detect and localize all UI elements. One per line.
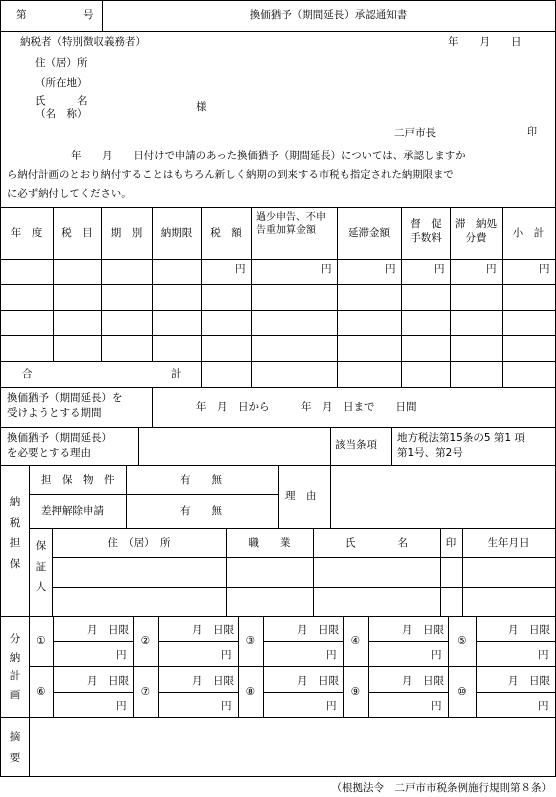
plan-number-1: ① — [36, 635, 46, 647]
plan-number-7: ⑦ — [140, 686, 151, 698]
plan-number-9: ⑨ — [350, 686, 361, 698]
location-label: （所在地） — [35, 77, 88, 89]
unit-delinquency: 円 — [385, 263, 396, 275]
plan-limit-8: 月 日限 — [297, 675, 339, 687]
honorific: 様 — [196, 101, 207, 113]
plan-side-label: 分 納 計 画 — [9, 633, 21, 701]
plan-limit-6: 月 日限 — [87, 675, 129, 687]
collateral-label: 担 保 物 件 — [41, 474, 115, 486]
total-label-right: 計 — [171, 368, 182, 380]
col-header-due-date: 納期限 — [160, 227, 193, 239]
body-text-line-1: 年 月 日付けで申請のあった換価猶予（期間延長）については、承認しますか — [71, 150, 466, 162]
col-header-delinquency: 延滞金額 — [348, 227, 390, 239]
plan-unit-2: 円 — [221, 649, 232, 661]
guarantor-side-label: 保 証 人 — [35, 540, 47, 593]
document-title: 換価猶予（期間延長）承認通知書 — [249, 9, 408, 21]
guarantor-header-address: 住 （居） 所 — [107, 537, 171, 549]
plan-limit-2: 月 日限 — [192, 624, 234, 636]
document-number-suffix: 号 — [83, 9, 94, 21]
address-label: 住（居）所 — [35, 57, 88, 69]
period-label-line-1: 換価猶予（期間延長）を — [7, 392, 123, 404]
plan-number-2: ② — [140, 635, 151, 647]
article-line-2: 第1号、第2号 — [397, 447, 463, 459]
plan-number-3: ③ — [245, 635, 256, 647]
collateral-value: 有 無 — [180, 474, 222, 486]
col-header-year: 年 度 — [10, 227, 43, 239]
unit-demand-fee: 円 — [434, 263, 445, 275]
col-header-penalty: 過少申告、不申告重加算金額 — [256, 212, 326, 236]
body-text-line-2: ら納付計画のとおり納付することはもちろん新しく納期の到来する市税も指定された納期限まで — [7, 169, 454, 181]
document-number-prefix: 第 — [16, 9, 27, 21]
issuer-name: 二戸市長 — [394, 127, 436, 139]
plan-number-5: ⑤ — [457, 635, 467, 647]
col-header-disposition-fee: 滞 納処分費 — [455, 218, 497, 244]
article-line-1: 地方税法第15条の5 第1 項 — [397, 432, 525, 444]
plan-unit-4: 円 — [431, 649, 442, 661]
release-request-label: 差押解除申請 — [41, 505, 104, 517]
legal-basis: （根拠法令 二戸市市税条例施行規則第８条） — [331, 782, 552, 794]
name-label: 氏 名 — [35, 95, 88, 107]
period-label-line-2: 受けようとする期間 — [7, 407, 102, 419]
issue-date: 年 月 日 — [448, 36, 522, 48]
unit-subtotal: 円 — [539, 263, 550, 275]
plan-number-4: ④ — [350, 635, 361, 647]
plan-limit-3: 月 日限 — [297, 624, 339, 636]
plan-unit-7: 円 — [221, 700, 232, 712]
col-header-tax-amount: 税 額 — [210, 227, 242, 239]
plan-number-6: ⑥ — [36, 686, 46, 698]
col-header-tax-item: 税 目 — [61, 227, 93, 239]
security-side-label: 納 税 担 保 — [9, 496, 21, 570]
body-text-line-3: に必ず納付してください。 — [7, 188, 132, 200]
unit-disposition-fee: 円 — [486, 263, 497, 275]
period-value: 年 月 日から 年 月 日まで 日間 — [196, 401, 417, 413]
col-header-demand-fee: 督 促手数料 — [410, 218, 442, 244]
taxpayer-label: 納税者（特別徴収義務者） — [20, 36, 146, 48]
plan-limit-9: 月 日限 — [402, 675, 444, 687]
reason-label-line-1: 換価猶予（期間延長） — [7, 432, 112, 444]
reason-label-line-2: を必要とする理由 — [7, 447, 91, 459]
plan-limit-5: 月 日限 — [508, 624, 550, 636]
plan-limit-10: 月 日限 — [508, 675, 550, 687]
total-label-left: 合 — [22, 368, 33, 380]
guarantor-header-name: 氏 名 — [345, 537, 408, 549]
seal-mark: 印 — [527, 127, 537, 138]
remarks-side-label: 摘 要 — [9, 731, 21, 764]
guarantor-header-birthdate: 生年月日 — [487, 537, 530, 549]
release-request-value: 有 無 — [180, 505, 222, 517]
article-label: 該当条項 — [335, 439, 377, 451]
plan-number-10: ⑩ — [457, 686, 467, 698]
unit-tax: 円 — [235, 263, 246, 275]
guarantor-header-occupation: 職 業 — [248, 537, 291, 549]
guarantor-header-seal: 印 — [445, 537, 457, 549]
plan-number-8: ⑧ — [245, 686, 256, 698]
plan-limit-1: 月 日限 — [87, 624, 129, 636]
col-header-subtotal: 小 計 — [512, 227, 545, 239]
plan-unit-5: 円 — [538, 649, 549, 661]
plan-unit-9: 円 — [431, 700, 442, 712]
plan-unit-10: 円 — [538, 700, 549, 712]
security-reason-label: 理 由 — [285, 490, 317, 502]
plan-unit-1: 円 — [116, 649, 127, 661]
unit-penalty: 円 — [321, 263, 332, 275]
plan-unit-3: 円 — [326, 649, 337, 661]
plan-limit-4: 月 日限 — [402, 624, 444, 636]
name-label-alt: （名 称） — [35, 108, 88, 120]
plan-limit-7: 月 日限 — [192, 675, 234, 687]
plan-unit-8: 円 — [326, 700, 337, 712]
plan-unit-6: 円 — [116, 700, 127, 712]
col-header-period: 期 別 — [110, 227, 143, 239]
